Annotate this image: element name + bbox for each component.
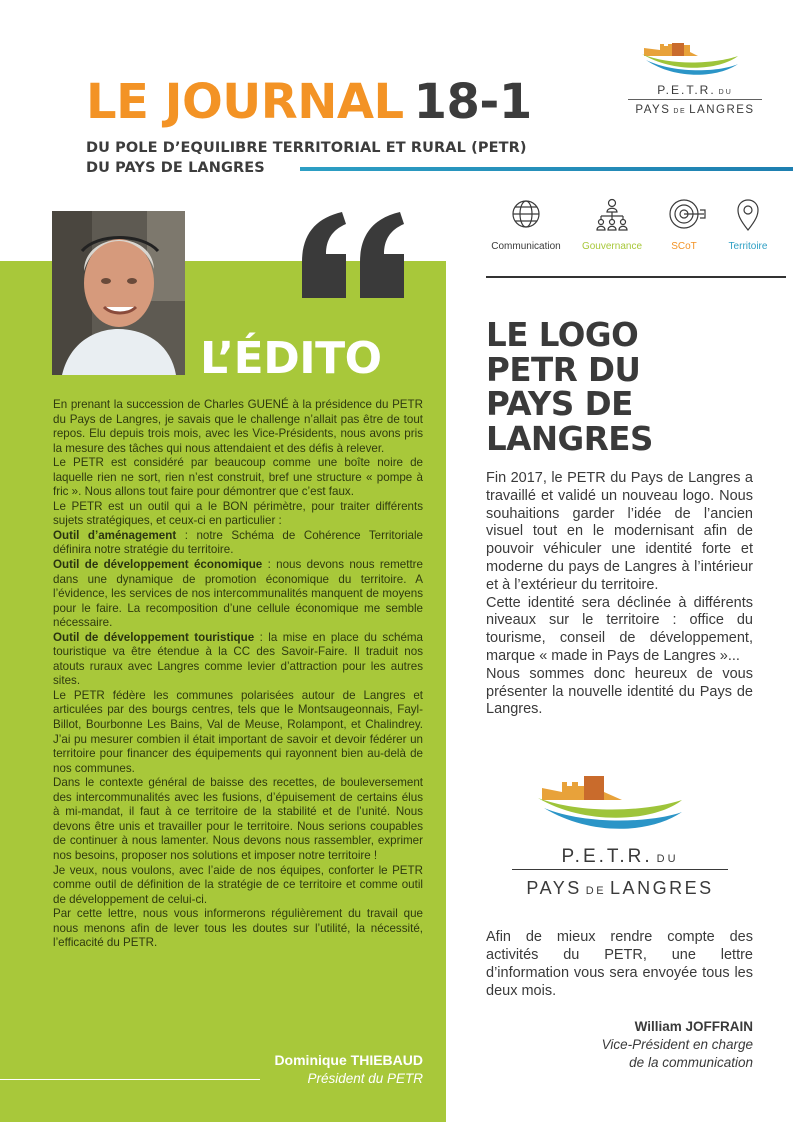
edito-paragraph [53, 864, 423, 908]
logo-castle-icon [538, 776, 682, 829]
edito-paragraph [53, 689, 423, 776]
globe-icon [510, 198, 542, 230]
edito-paragraph-text: Je veux, nous voulons, avec l’aide de nos équipes, conforter le PETR comme outil de définition de la stratégie de ce territoire et comme outil de développement de celui-ci. [53, 863, 423, 906]
theme-label: Territoire [728, 241, 768, 252]
edito-paragraph [53, 631, 423, 689]
logo-petr-text: P.E.T.R. DU [561, 846, 679, 867]
hierarchy-icon [596, 198, 628, 232]
theme-label: Communication [491, 241, 561, 252]
logo-article-heading [486, 318, 653, 456]
theme-label: SCoT [671, 241, 697, 252]
quote-mark-icon [298, 210, 410, 302]
edito-paragraph [53, 907, 423, 951]
edito-paragraph [53, 558, 423, 631]
edito-paragraph-text: : nous devons nous remettre dans une dynamique de promotion économique du territoire. A l’évidence, les services de nos intercommunalités manquent de moyens pour le faire. La recomposition d’une cellule économique me semble nécessaire. [53, 558, 423, 630]
edito-paragraph-text: : la mise en place du schéma touristique va être étendue à la CC des Savoir-Faire. Il traduit nos atouts ruraux avec Langres comme levier d’attraction pour les autres sites. [53, 630, 424, 688]
edito-paragraph-text: Par cette lettre, nous vous informerons régulièrement du travail que nous menons afin de lever tous les doutes sur l’utilité, la nécessité, l’efficacité du PETR. [53, 907, 423, 950]
edito-paragraph [53, 398, 423, 456]
edito-paragraph-text: Le PETR est considéré par beaucoup comme une boîte noire de laquelle rien ne sort, rien n’est construit, bref une structure « pompe à fric ». Nous allons tout faire pour démontrer que c’est faux. [53, 456, 423, 499]
logo-article-signature-name: William JOFFRAIN [634, 1019, 753, 1034]
logo-pays-text: PAYS DE LANGRES [526, 878, 714, 898]
target-icon [668, 198, 708, 232]
logo-article-signature-role: de la communication [629, 1054, 753, 1070]
edito-paragraph [53, 500, 423, 529]
journal-title-main: LE JOURNAL [86, 74, 404, 130]
logo-article-paragraph: Cette identité sera déclinée à différents niveaux sur le territoire : office du tourisme, conseil de développement, marque « made in Pays de Langres »... [486, 594, 753, 664]
edito-paragraph-lead: Outil de développement touristique [53, 630, 255, 644]
header-divider [300, 167, 793, 171]
theme-label: Gouvernance [581, 241, 643, 252]
logo-article-paragraph: Nous sommes donc heureux de vous présenter la nouvelle identité du Pays de Langres. [486, 665, 753, 718]
logo-article-body [486, 470, 753, 719]
edito-signature-line [0, 1079, 260, 1080]
journal-subtitle [86, 138, 527, 178]
subtitle-line-2: DU PAYS DE LANGRES [86, 160, 265, 176]
edito-paragraph [53, 456, 423, 500]
edito-body [53, 398, 423, 951]
logo-article-paragraph: Fin 2017, le PETR du Pays de Langres a travaillé et validé un nouveau logo. Nous souhaitions garder l’idée de l’ancien visuel tout en le modernisant afin de pouvoir véhiculer une identité forte et moderne du pays de Langres à l’intérieur et à l’extérieur du territoire. [486, 470, 753, 593]
edito-paragraph-text: Le PETR fédère les communes polarisées autour de Langres et articulées par des bourgs centres, tels que le Montsaugeonnais, Fayl-Billot, Bourbonne Les Bains, Val de Meuse, Rolampont, et Chalindrey. J’ai pu mesurer combien il était important de savoir et devoir fédérer un territoire pour financer des équipements qui rayonnent bien au-delà de nos communes. [53, 688, 423, 775]
petr-logo-large [510, 770, 730, 900]
heading-line: PETR DU [486, 350, 641, 389]
logo-article-signature [602, 1018, 753, 1071]
themes-divider [486, 276, 786, 278]
edito-paragraph-text: : notre Schéma de Cohérence Territoriale définira notre stratégie du territoire. [53, 528, 423, 557]
heading-line: LE LOGO [486, 316, 639, 354]
journal-title [86, 72, 532, 132]
edito-paragraph-text: Le PETR est un outil qui a le BON périmètre, pour traiter différents sujets stratégiques, et ceux-ci en particulier : [53, 499, 423, 528]
logo-article-signature-role: Vice-Président en charge [601, 1037, 753, 1052]
edito-signature [274, 1051, 423, 1088]
edito-paragraph-lead: Outil d’aménagement [53, 528, 177, 542]
edito-paragraph [53, 529, 423, 558]
logo-castle-icon [642, 43, 738, 75]
heading-line: PAYS DE [486, 385, 633, 423]
edito-paragraph-text: En prenant la succession de Charles GUENÉ à la présidence du PETR du Pays de Langres, je savais que le challenge n’allait pas être de tout repos. Elu depuis trois mois, avec les Vice-Présidents, nous avons pris la mesure des tâches qui nous attendaient et des défis à relever. [53, 398, 423, 455]
petr-logo-top [620, 36, 770, 120]
edito-signature-role: Président du PETR [307, 1071, 423, 1086]
heading-line: LANGRES [486, 419, 653, 458]
edito-paragraph-lead: Outil de développement économique [53, 558, 263, 572]
journal-issue-number: 18-1 [413, 74, 532, 130]
edito-paragraph [53, 776, 423, 863]
edito-paragraph-text: Dans le contexte général de baisse des recettes, de bouleversement des intercommunalités avec les fusions, d’épuisement de certains élus à mi-mandat, il faut à ce territoire de la stabilité et de l’unité. Nous devons être unis et travailler pour le territoire. Nous serions coupables de continuer à nous lamenter. Nous devons nous rassembler, exprimer nos besoins, proposer nos solutions et imposer notre territoire ! [53, 776, 423, 862]
author-photo [52, 211, 185, 375]
logo-pays-text: PAYS DE LANGRES [635, 104, 755, 116]
subtitle-line-1: DU POLE D’EQUILIBRE TERRITORIAL ET RURAL (PETR) [86, 140, 527, 156]
location-pin-icon [732, 198, 764, 232]
themes-bar [486, 196, 776, 260]
logo-article-closing: Afin de mieux rendre compte des activités du PETR, une lettre d’information vous sera envoyée tous les deux mois. [486, 929, 753, 999]
edito-title: L’ÉDITO [200, 333, 382, 384]
edito-signature-name: Dominique THIEBAUD [274, 1052, 423, 1068]
logo-petr-text: P.E.T.R. DU [657, 83, 733, 97]
